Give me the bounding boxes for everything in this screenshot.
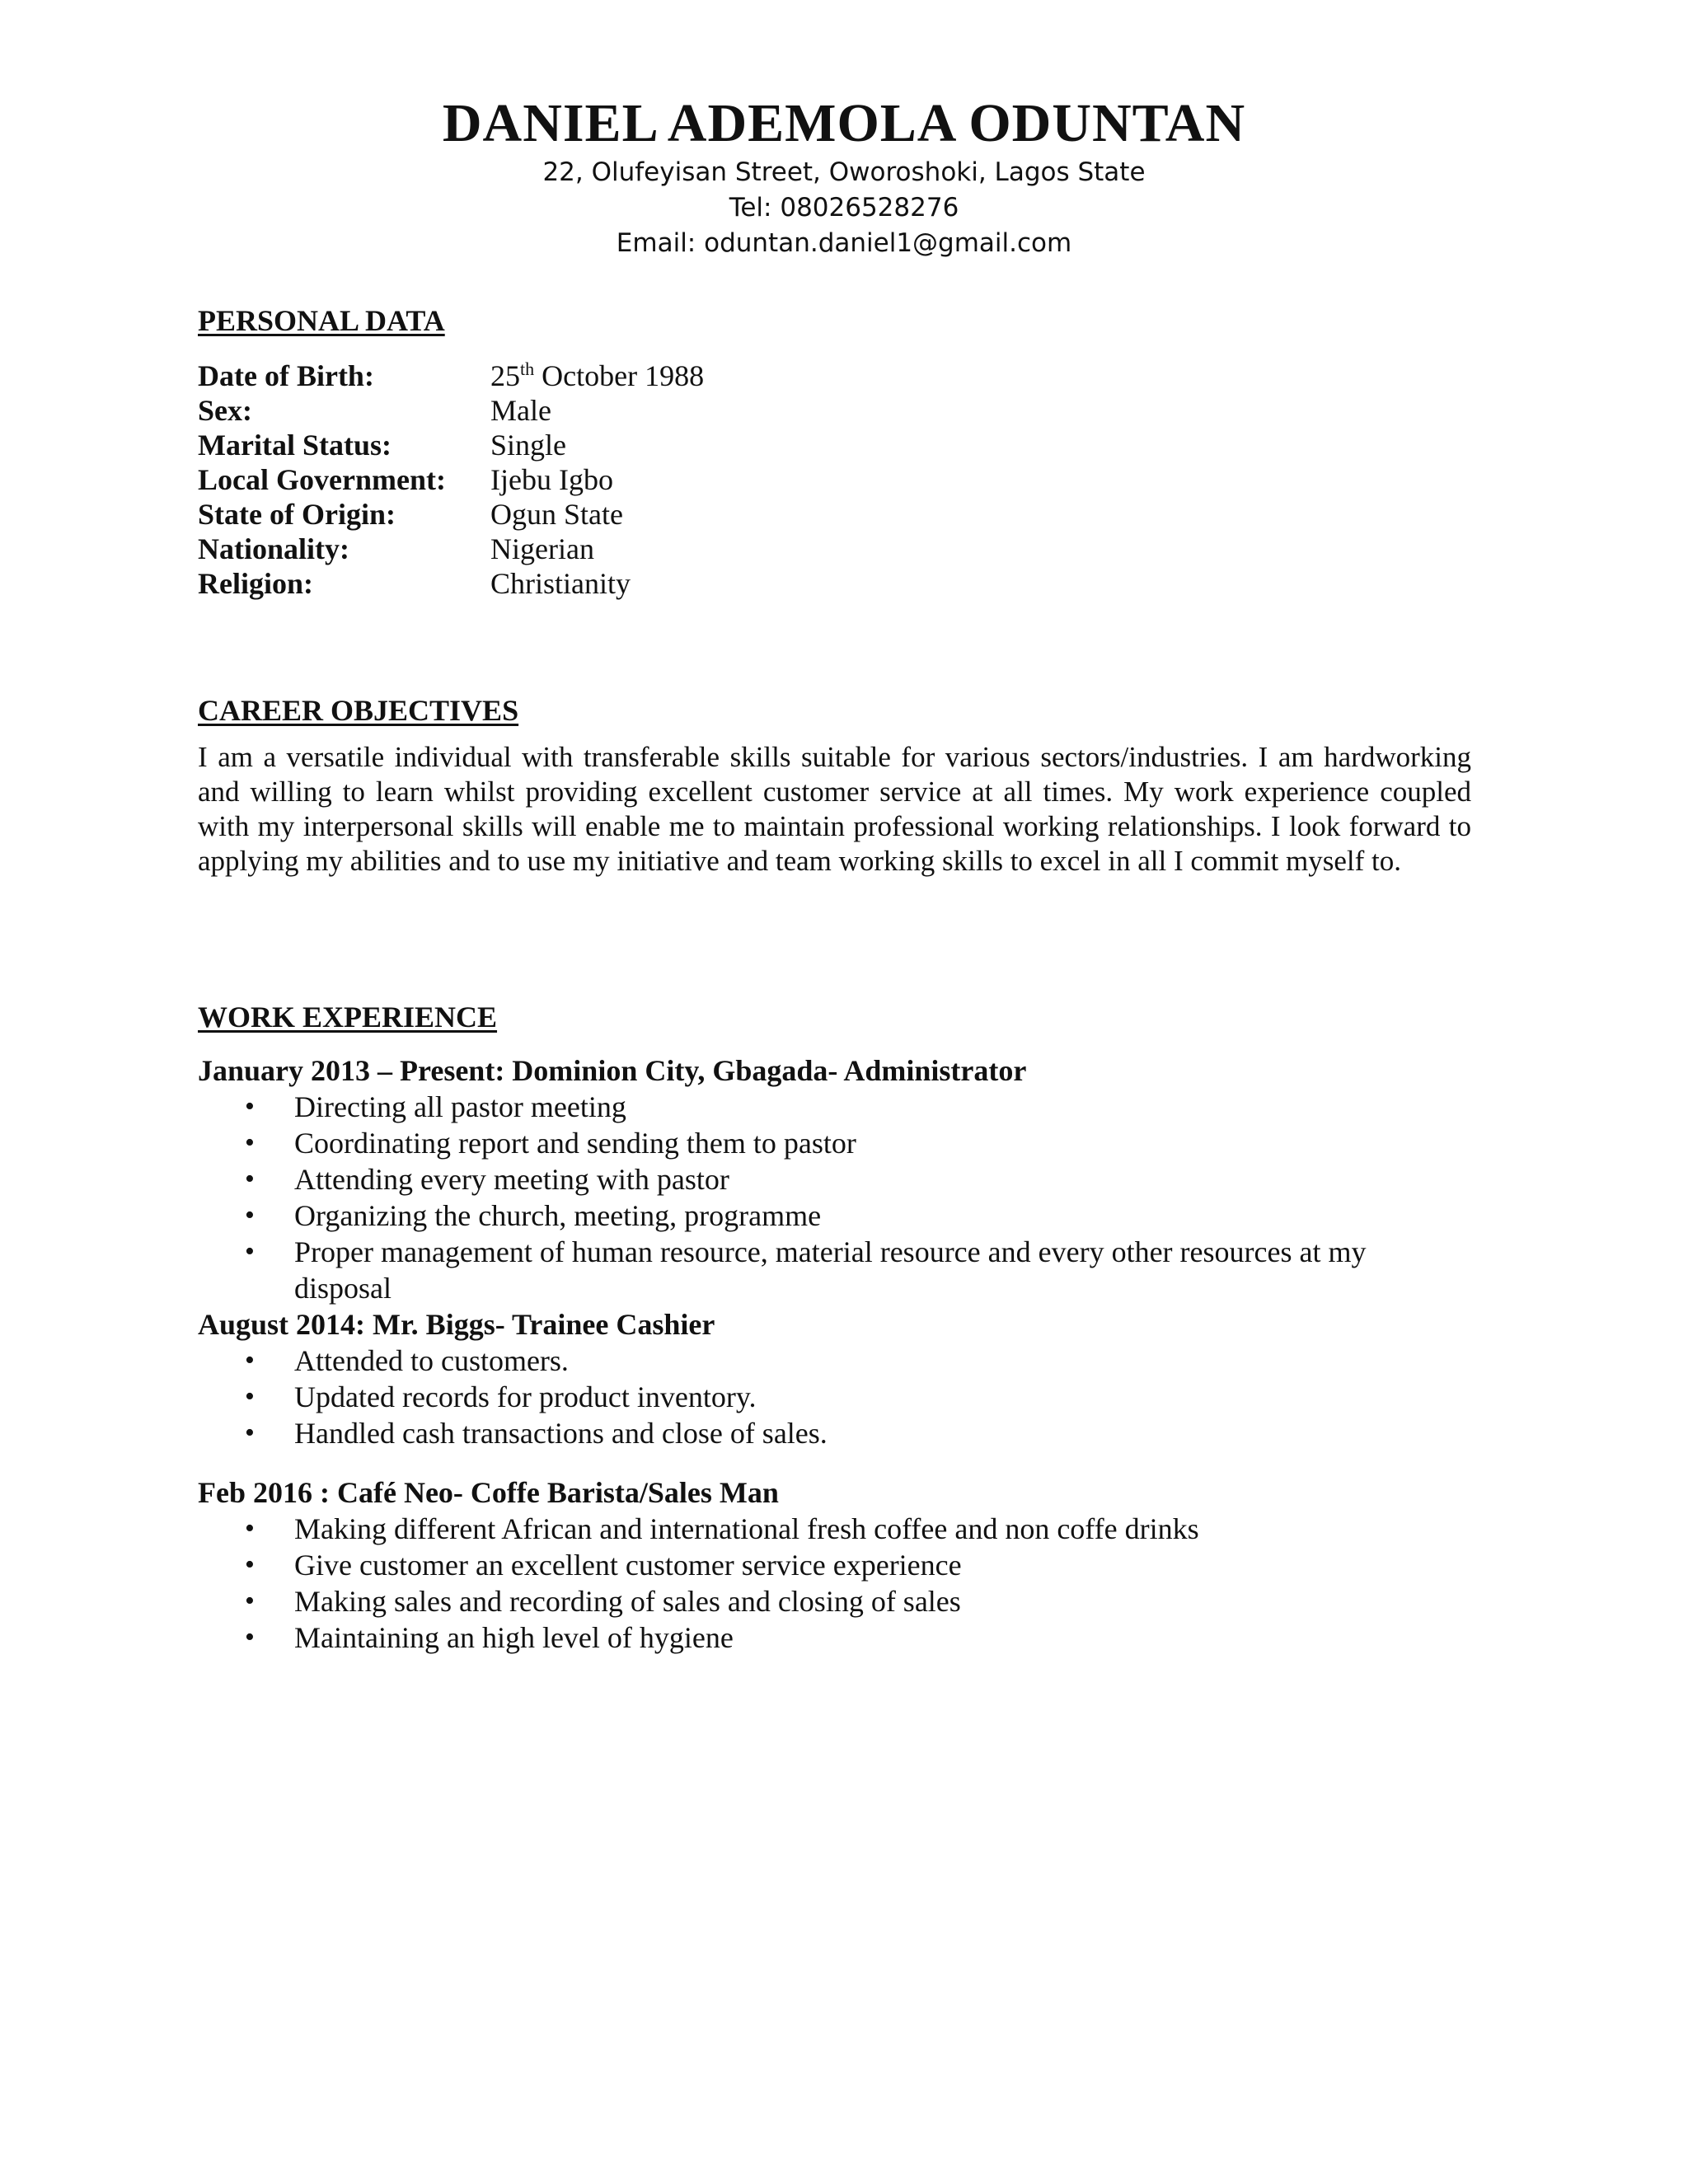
career-objectives-title: CAREER OBJECTIVES — [198, 694, 519, 727]
list-item: • Organizing the church, meeting, programme — [245, 1199, 822, 1232]
resume-header — [0, 92, 1688, 261]
personal-data-title: PERSONAL DATA — [198, 304, 445, 337]
job-heading: Feb 2016 : Café Neo- Coffe Barista/Sales Man — [198, 1476, 779, 1509]
bullet-icon: • — [245, 1200, 255, 1230]
state-value: Ogun State — [490, 498, 623, 531]
sex-value: Male — [490, 394, 551, 427]
list-item: • Give customer an excellent customer service experience — [245, 1549, 962, 1582]
career-objectives-text: I am a versatile individual with transferable skills suitable for various sectors/industries. I am hardworking and willing to learn whilst providing excellent customer service at all times. My work experience coupled with my interpersonal skills will enable me to maintain professional working relationships. I look forward to applying my abilities and to use my initiative and team working skills to excel in all I commit myself to. — [198, 741, 1471, 877]
bullet-icon: • — [245, 1418, 255, 1448]
list-item: • Making different African and international fresh coffee and non coffe drinks — [245, 1512, 1199, 1545]
personal-row-dob — [198, 359, 1471, 393]
job-heading: August 2014: Mr. Biggs- Trainee Cashier — [198, 1308, 715, 1341]
marital-value: Single — [490, 429, 567, 462]
nationality-label: Nationality: — [198, 532, 349, 565]
sex-label: Sex: — [198, 394, 252, 427]
list-item: • Making sales and recording of sales and closing of sales — [245, 1585, 961, 1618]
religion-label: Religion: — [198, 567, 313, 600]
list-item: • Handled cash transactions and close of sales. — [245, 1417, 828, 1450]
job-heading: January 2013 – Present: Dominion City, Gbagada- Administrator — [198, 1054, 1027, 1087]
job-duties-list — [198, 1343, 1471, 1451]
bullet-icon: • — [245, 1622, 255, 1652]
bullet-icon: • — [245, 1127, 255, 1158]
job-duties-list — [198, 1089, 1471, 1306]
list-item: • Proper management of human resource, material resource and every other resources at my disposal — [245, 1235, 1367, 1305]
personal-row-marital — [198, 428, 1471, 462]
nationality-value: Nigerian — [490, 532, 594, 565]
list-item: • Coordinating report and sending them to pastor — [245, 1127, 856, 1160]
job-duties-list — [198, 1511, 1471, 1656]
religion-value: Christianity — [490, 567, 631, 600]
list-item: • Attending every meeting with pastor — [245, 1163, 729, 1196]
list-item: • Updated records for product inventory. — [245, 1380, 757, 1413]
email: Email: oduntan.daniel1@gmail.com — [616, 228, 1072, 258]
bullet-icon: • — [245, 1586, 255, 1616]
bullet-icon: • — [245, 1091, 255, 1122]
dob-label: Date of Birth: — [198, 359, 374, 392]
telephone: Tel: 08026528276 — [729, 193, 959, 223]
address: 22, Olufeyisan Street, Oworoshoki, Lagos State — [542, 157, 1146, 187]
bullet-icon: • — [245, 1513, 255, 1544]
lga-value: Ijebu Igbo — [490, 463, 613, 496]
dob-value: 25th October 1988 — [490, 359, 705, 392]
marital-label: Marital Status: — [198, 429, 392, 462]
list-item: • Attended to customers. — [245, 1344, 569, 1377]
work-experience-title: WORK EXPERIENCE — [198, 1001, 498, 1033]
bullet-icon: • — [245, 1345, 255, 1376]
personal-row-nationality — [198, 532, 1471, 566]
personal-row-lga — [198, 462, 1471, 497]
bullet-icon: • — [245, 1164, 255, 1194]
bullet-icon: • — [245, 1381, 255, 1412]
work-experience-section — [198, 999, 1471, 1656]
lga-label: Local Government: — [198, 463, 446, 496]
personal-data-section — [198, 302, 1471, 601]
applicant-name: DANIEL ADEMOLA ODUNTAN — [442, 93, 1246, 153]
personal-row-state — [198, 497, 1471, 532]
bullet-icon: • — [245, 1549, 255, 1580]
list-item: • Directing all pastor meeting — [245, 1090, 626, 1123]
list-item: • Maintaining an high level of hygiene — [245, 1621, 734, 1654]
state-label: State of Origin: — [198, 498, 396, 531]
personal-row-sex — [198, 393, 1471, 428]
personal-row-religion — [198, 566, 1471, 601]
bullet-icon: • — [245, 1236, 255, 1267]
career-objectives-section — [198, 692, 1471, 879]
